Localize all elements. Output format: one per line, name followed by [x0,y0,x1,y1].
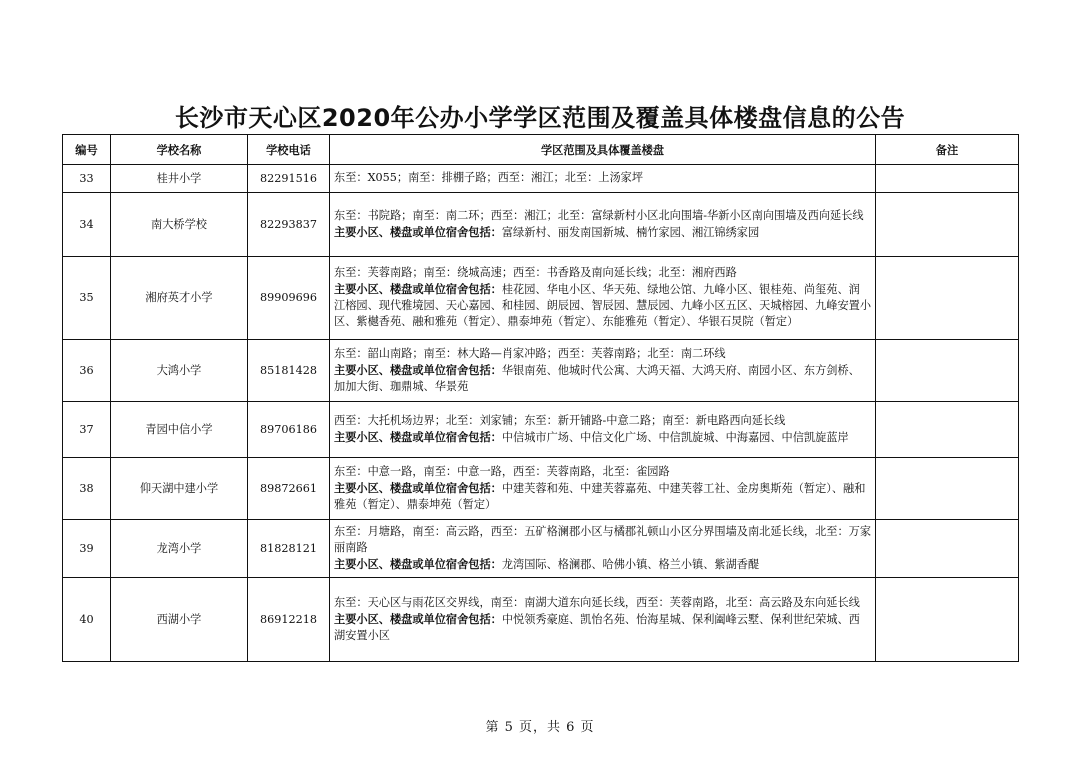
estates-list: 中信城市广场、中信文化广场、中信凯旋城、中海嘉园、中信凯旋蓝岸 [501,430,849,444]
school-phone: 89872661 [248,458,330,520]
district-boundary: 东至：韶山南路；南至：林大路—肖家冲路；西至：芙蓉南路；北至：南二环线 [334,346,726,360]
school-phone: 89909696 [248,257,330,340]
table-row [63,165,1019,193]
estates-label: 主要小区、楼盘或单位宿舍包括： [334,556,502,571]
estates-label: 主要小区、楼盘或单位宿舍包括： [334,480,502,495]
table-row [63,458,1019,520]
school-name: 龙湾小学 [111,520,248,578]
row-id: 38 [63,458,111,520]
header-district-coverage: 学区范围及具体覆盖楼盘 [330,135,876,165]
row-id: 37 [63,402,111,458]
table-row [63,340,1019,402]
school-name: 桂井小学 [111,165,248,193]
district-coverage [330,578,876,662]
district-coverage [330,520,876,578]
district-boundary: 东至：中意一路，南至：中意一路，西至：芙蓉南路，北至：雀园路 [334,464,670,478]
estates-list: 中悦领秀豪庭、凯怡名苑、怡海星城、保利阖峰云墅、保利世纪荣城、西湖安置小区 [334,612,860,642]
district-coverage [330,165,876,193]
table-row [63,193,1019,257]
school-name: 大鸿小学 [111,340,248,402]
school-name: 湘府英才小学 [111,257,248,340]
row-id: 39 [63,520,111,578]
district-boundary: 东至：X055；南至：排棚子路；西至：湘江；北至：上汤家坪 [334,171,644,184]
school-district-table [62,134,1019,662]
row-note [876,458,1019,520]
district-boundary: 西至：大托机场边界；北至：刘家铺；东至：新开铺路-中意二路；南至：新电路西向延长线 [334,413,786,427]
district-coverage [330,193,876,257]
district-estates [334,362,871,395]
table-row [63,578,1019,662]
estates-list: 华银南苑、他城时代公寓、大鸿天福、大鸿天府、南园小区、东方剑桥、加加大街、珈鼎城、华景苑 [334,363,860,393]
header-school-name: 学校名称 [111,135,248,165]
school-phone: 81828121 [248,520,330,578]
school-phone: 89706186 [248,402,330,458]
district-estates [334,556,871,573]
header-id: 编号 [63,135,111,165]
estates-list: 富绿新村、丽发南国新城、楠竹家园、湘江锦绣家园 [501,225,760,239]
school-name: 青园中信小学 [111,402,248,458]
estates-label: 主要小区、楼盘或单位宿舍包括： [334,429,502,444]
row-id: 40 [63,578,111,662]
table-row [63,402,1019,458]
school-name: 仰天湖中建小学 [111,458,248,520]
school-name: 西湖小学 [111,578,248,662]
district-coverage [330,257,876,340]
row-note [876,520,1019,578]
row-note [876,165,1019,193]
estates-list: 桂花园、华电小区、华天苑、绿地公馆、九峰小区、银桂苑、尚玺苑、润江榕园、现代雅境园、天心嘉园、和桂园、朗辰园、智辰园、慧辰园、九峰小区五区、天城榕园、九峰安置小区、紫樾香苑、融和雅苑（暂定）、鼎泰坤苑（暂定）、东能雅苑（暂定）、华银石炅院（暂定） [334,283,872,328]
page-title: 长沙市天心区2020年公办小学学区范围及覆盖具体楼盘信息的公告 [174,104,906,132]
district-estates [334,281,871,330]
table-header-row [63,135,1019,165]
school-phone: 82293837 [248,193,330,257]
row-note [876,578,1019,662]
row-note [876,257,1019,340]
header-school-phone: 学校电话 [248,135,330,165]
district-coverage [330,340,876,402]
district-estates [334,480,871,513]
district-boundary: 东至：芙蓉南路；南至：绕城高速；西至：书香路及南向延长线；北至：湘府西路 [334,266,737,279]
row-note [876,193,1019,257]
estates-label: 主要小区、楼盘或单位宿舍包括： [334,282,502,296]
row-id: 35 [63,257,111,340]
district-estates [334,224,871,241]
school-phone: 85181428 [248,340,330,402]
school-phone: 82291516 [248,165,330,193]
estates-label: 主要小区、楼盘或单位宿舍包括： [334,224,502,239]
district-boundary: 东至：天心区与雨花区交界线，南至：南湖大道东向延长线，西至：芙蓉南路，北至：高云路及东向延长线 [334,595,860,609]
district-coverage [330,458,876,520]
estates-label: 主要小区、楼盘或单位宿舍包括： [334,362,502,377]
district-boundary: 东至：月塘路，南至：高云路，西至：五矿格澜郡小区与橘郡礼顿山小区分界围墙及南北延长线，北至：万家丽南路 [334,524,872,554]
school-name: 南大桥学校 [111,193,248,257]
district-coverage [330,402,876,458]
district-boundary: 东至：书院路；南至：南二环；西至：湘江；北至：富绿新村小区北向围墙-华新小区南向围墙及西向延长线 [334,208,864,222]
table-row [63,520,1019,578]
table-row [63,257,1019,340]
district-estates [334,429,871,446]
district-estates [334,611,871,644]
row-id: 33 [63,165,111,193]
school-phone: 86912218 [248,578,330,662]
estates-list: 中建芙蓉和苑、中建芙蓉嘉苑、中建芙蓉工社、金房奥斯苑（暂定）、融和雅苑（暂定）、鼎泰坤苑（暂定） [334,481,866,511]
row-id: 34 [63,193,111,257]
estates-list: 龙湾国际、格澜郡、哈佛小镇、格兰小镇、紫湖香醍 [501,557,760,571]
row-note [876,340,1019,402]
header-note: 备注 [876,135,1019,165]
page-number: 第 5 页，共 6 页 [485,720,595,735]
row-id: 36 [63,340,111,402]
estates-label: 主要小区、楼盘或单位宿舍包括： [334,611,502,626]
row-note [876,402,1019,458]
